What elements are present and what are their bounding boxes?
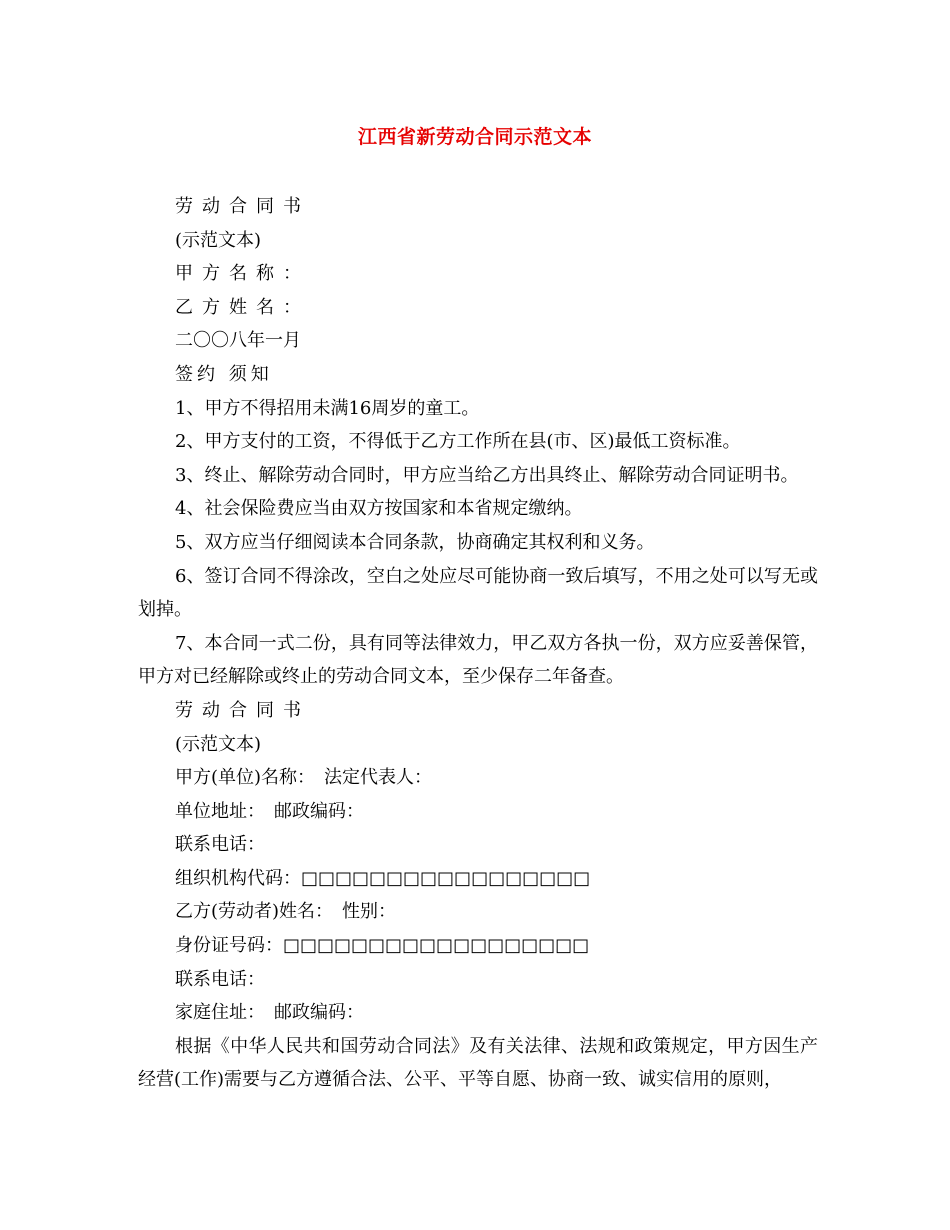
notice-item-2: 2、甲方支付的工资，不得低于乙方工作所在县(市、区)最低工资标准。 (175, 431, 741, 453)
home-address-line: 家庭住址： 邮政编码： (175, 1002, 364, 1024)
employee-name-line: 乙方(劳动者)姓名： 性别： (175, 901, 397, 923)
notice-item-4: 4、社会保险费应当由双方按国家和本省规定缴纳。 (175, 498, 583, 520)
organization-code-line: 组织机构代码：□□□□□□□□□□□□□□□□□ (175, 867, 591, 889)
preamble-paragraph: 根据《中华人民共和国劳动合同法》及有关法律、法规和政策规定，甲方因生产经营(工作)需要与乙方遵循合法、公平、平等自愿、协商一致、诚实信用的原则， (138, 1035, 818, 1091)
document-body (138, 190, 818, 1097)
notice-item-3: 3、终止、解除劳动合同时，甲方应当给乙方出具终止、解除劳动合同证明书。 (175, 464, 799, 486)
notice-item-7: 7、本合同一式二份，具有同等法律效力，甲乙双方各执一份，双方应妥善保管，甲方对已经解除或终止的劳动合同文本，至少保存二年备查。 (138, 632, 818, 688)
signing-notice-heading: 签约 须知 (175, 363, 273, 385)
employer-phone-line: 联系电话： (175, 834, 265, 856)
subtitle-model-text-2: (示范文本) (175, 733, 262, 755)
notice-item-5: 5、双方应当仔细阅读本合同条款，协商确定其权利和义务。 (175, 531, 655, 553)
document-title: 江西省新劳动合同示范文本 (357, 126, 592, 148)
notice-item-6: 6、签订合同不得涂改，空白之处应尽可能协商一致后填写，不用之处可以写无或划掉。 (138, 565, 818, 621)
heading-labor-contract: 劳动合同书 (175, 196, 310, 217)
date-line: 二〇〇八年一月 (175, 330, 301, 352)
employer-name-line: 甲方(单位)名称： 法定代表人： (175, 767, 433, 789)
id-number-line: 身份证号码：□□□□□□□□□□□□□□□□□□ (175, 935, 590, 957)
employee-phone-line: 联系电话： (175, 968, 265, 990)
party-b-name-line: 乙方姓名： (175, 296, 310, 318)
heading-labor-contract-2: 劳动合同书 (175, 699, 310, 721)
notice-item-1: 1、甲方不得招用未满16周岁的童工。 (175, 397, 480, 419)
party-a-name-line: 甲方名称： (175, 263, 310, 285)
employer-address-line: 单位地址： 邮政编码： (175, 800, 364, 822)
subtitle-model-text: (示范文本) (175, 229, 262, 251)
